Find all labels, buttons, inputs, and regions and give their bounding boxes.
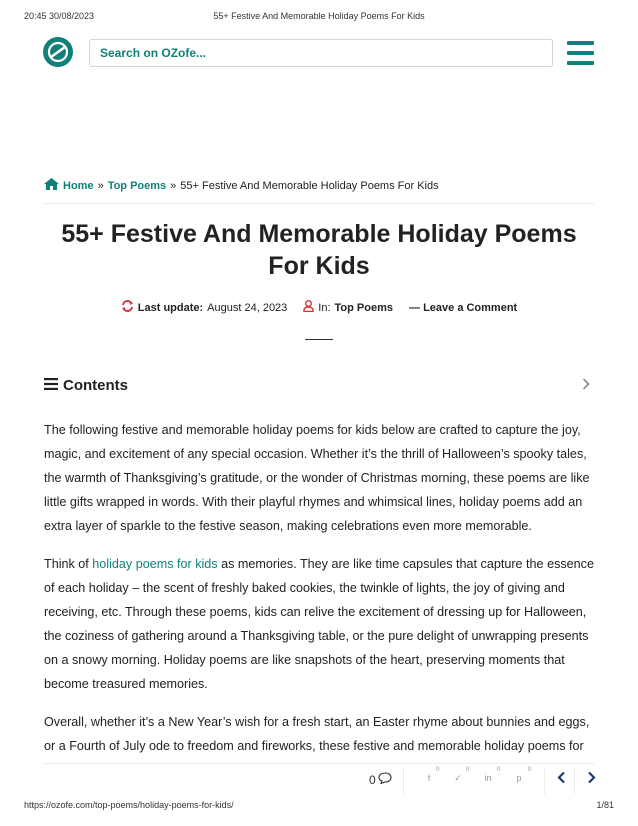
breadcrumb [44,178,439,193]
facebook-icon[interactable]: f [427,773,431,783]
meta-category-link[interactable]: Top Poems [334,301,394,314]
refresh-icon [121,300,134,315]
linkedin-icon[interactable]: in [484,773,492,783]
table-of-contents-toggle[interactable] [44,370,594,400]
print-page-title: 55+ Festive And Memorable Holiday Poems For Kids [213,11,425,21]
breadcrumb-category-link[interactable]: Top Poems [107,179,167,192]
chevron-left-icon [557,771,566,789]
share-divider [544,768,545,794]
chevron-right-icon [582,377,590,393]
comment-bubble-icon [378,772,392,787]
category-in-label: In: [318,301,331,314]
next-post-button[interactable] [582,771,600,789]
hamburger-menu-icon[interactable] [567,41,594,65]
pinterest-share-count: 0 [528,767,532,773]
search-input[interactable] [89,39,553,67]
facebook-share-count: 0 [436,767,440,773]
comment-count-button[interactable] [369,772,392,787]
last-update-label: Last update: [137,301,204,314]
breadcrumb-separator: » [170,179,177,192]
print-header [0,0,638,22]
article-paragraph: Overall, whether it’s a New Year’s wish for a fresh start, an Easter rhyme about bunnies and eggs, or a Fourth of July ode to freedom and fireworks, these festive and memorable holiday poems for [44,715,590,753]
toc-label: Contents [63,376,128,394]
article-paragraph [44,552,594,696]
home-icon[interactable] [44,178,59,193]
print-page-number: 1/81 [596,800,614,810]
chevron-right-icon [587,771,596,789]
print-url: https://ozofe.com/top-poems/holiday-poems-for-kids/ [24,800,234,810]
share-divider [574,768,575,794]
breadcrumb-separator: » [97,179,104,192]
share-bar [44,763,594,798]
list-icon [44,377,58,394]
article-content [44,418,594,772]
breadcrumb-divider [44,203,594,204]
pinterest-icon[interactable]: p [516,773,522,783]
comment-count: 0 [369,772,376,787]
page-title: 55+ Festive And Memorable Holiday Poems For Kids [61,220,577,280]
leave-comment-link[interactable]: — Leave a Comment [409,301,518,314]
twitter-icon[interactable]: ✓ [454,773,462,783]
print-datetime: 20:45 30/08/2023 [24,11,95,21]
user-icon [303,300,314,315]
ozofe-logo-icon[interactable] [43,37,73,67]
share-divider [403,768,404,794]
linkedin-share-count: 0 [497,767,501,773]
twitter-share-count: 0 [466,767,470,773]
paragraph-text: Think of [44,557,93,571]
holiday-poems-link[interactable]: holiday poems for kids [92,557,218,571]
breadcrumb-home-link[interactable]: Home [63,179,94,192]
title-divider [305,339,333,340]
previous-post-button[interactable] [552,771,570,789]
post-meta [0,300,638,315]
paragraph-text: as memories. They are like time capsules that capture the essence of each holiday – the scent of freshly baked cookies, the twinkle of lights, the joy of giving and receiving, etc. Through these poems, kids can relive the excitement of dressing up for Halloween, the coziness of gathering around a Thanksgiving table, or the pure delight of unwrapping presents on a snowy morning. Holiday poems are like snapshots of the heart, preserving moments that become treasured memories. [44,557,594,691]
article-paragraph: The following festive and memorable holiday poems for kids below are crafted to capture the joy, magic, and excitement of any special occasion. Whether it’s the thrill of Halloween’s spooky tales, the warmth of Thanksgiving’s gratitude, or the wonder of Christmas morning, these poems are like little gifts wrapped in words. With their playful rhymes and whimsical lines, holiday poems add an extra layer of sparkle to the festive season, making celebrations even more memorable. [44,423,590,533]
breadcrumb-current: 55+ Festive And Memorable Holiday Poems For Kids [180,179,439,192]
last-update-date: August 24, 2023 [207,301,288,314]
